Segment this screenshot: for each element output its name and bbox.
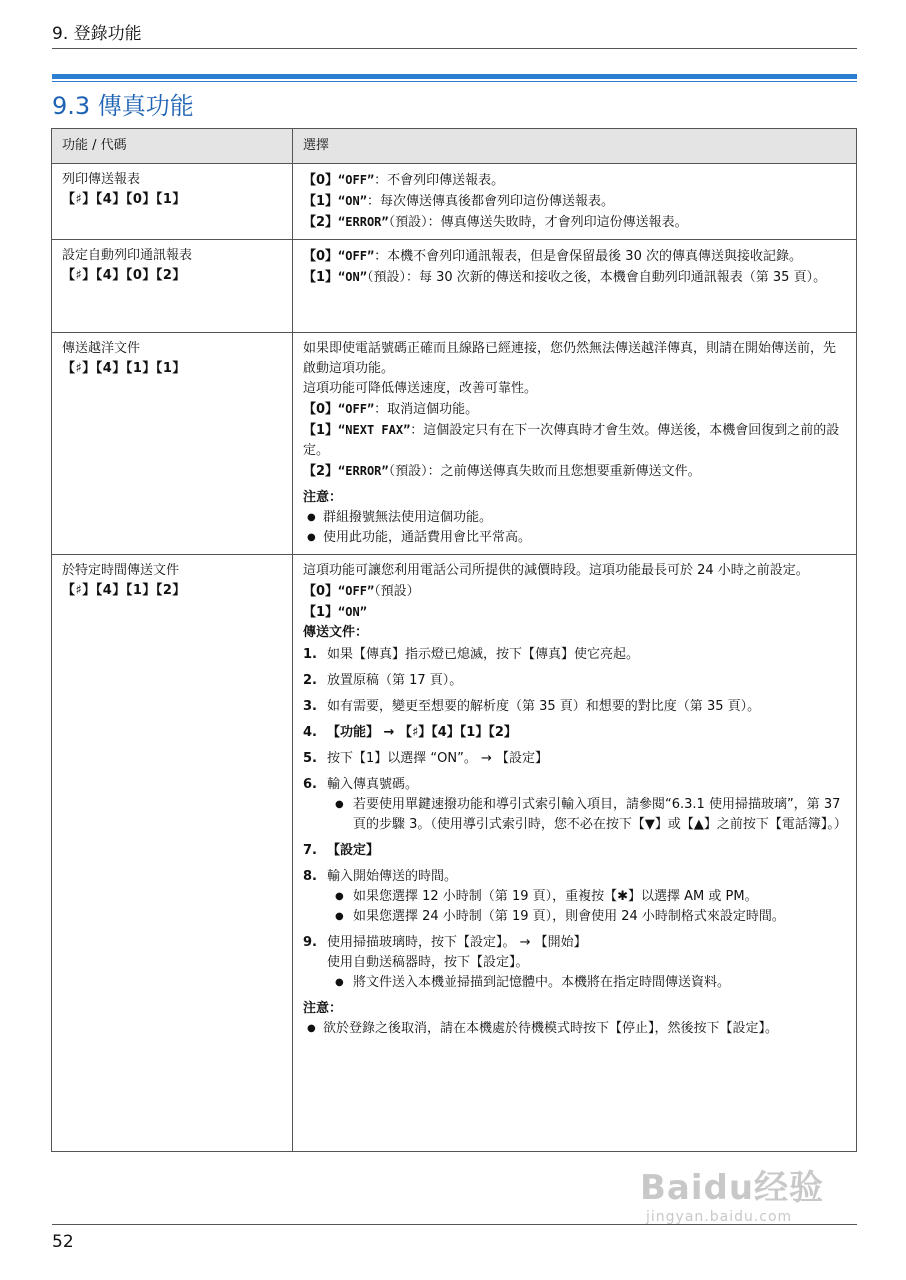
- list-item: ● 將文件送入本機並掃描到記憶體中。本機將在指定時間傳送資料。: [327, 973, 846, 993]
- step-item: 8. 輸入開始傳送的時間。 ● 如果您選擇 12 小時制（第 19 頁），重複按【✱】以選擇 AM 或 PM。 ● 如果您選擇 24 小時制（第 19 頁），則會使用 24 小時制格式來設定時間。: [303, 867, 846, 927]
- table-row: [52, 240, 857, 333]
- step-item: 1. 如果【傳真】指示燈已熄滅，按下【傳真】使它亮起。: [303, 647, 640, 662]
- selection-cell: [293, 164, 857, 240]
- option-line: 【0】“OFF”（預設）: [303, 584, 420, 599]
- function-code: 【♯】【4】【0】【2】: [62, 268, 186, 283]
- watermark: [640, 1160, 860, 1240]
- function-name: 於特定時間傳送文件: [62, 563, 180, 578]
- step-item: 5. 按下【1】以選擇 “ON”。 → 【設定】: [303, 751, 548, 766]
- option-line: 【1】“NEXT FAX”：這個設定只有在下一次傳真時才會生效。傳送後，本機會回復到之前的設定。: [303, 423, 840, 458]
- intro-text: 這項功能可讓您利用電話公司所提供的減價時段。這項功能最長可於 24 小時之前設定。: [303, 563, 809, 578]
- watermark-url: jingyan.baidu.com: [646, 1209, 793, 1225]
- function-name: 設定自動列印通訊報表: [62, 248, 193, 263]
- watermark-logo: Baidu经验: [640, 1168, 825, 1208]
- option-line: 【0】“OFF”：不會列印傳送報表。: [303, 173, 505, 188]
- page-footer-rule: [52, 1224, 857, 1225]
- function-cell: [52, 164, 293, 240]
- step-item: 9. 使用掃描玻璃時，按下【設定】。 → 【開始】 使用自動送稿器時，按下【設定】。 ● 將文件送入本機並掃描到記憶體中。本機將在指定時間傳送資料。: [303, 933, 846, 993]
- option-line: 【2】“ERROR”（預設）：傳真傳送失敗時，才會列印這份傳送報表。: [303, 215, 688, 230]
- section-rule: [52, 74, 857, 79]
- list-item: ● 群組撥號無法使用這個功能。: [303, 508, 846, 528]
- function-code: 【♯】【4】【1】【1】: [62, 361, 186, 376]
- list-item: ● 若要使用單鍵速撥功能和導引式索引輸入項目，請參閱“6.3.1 使用掃描玻璃”，第 37 頁的步驟 3。（使用導引式索引時，您不必在按下【▼】或【▲】之前按下【電話簿】。）: [327, 795, 846, 835]
- section-rule-thin: [52, 81, 857, 82]
- table-row: [52, 555, 857, 1152]
- intro-text: 這項功能可降低傳送速度，改善可靠性。: [303, 381, 538, 396]
- table-row: [52, 164, 857, 240]
- note-title: 注意：: [303, 1001, 343, 1016]
- section-title: 9.3 傳真功能: [52, 92, 194, 120]
- page-header: [52, 22, 857, 49]
- function-name: 列印傳送報表: [62, 172, 141, 187]
- function-cell: [52, 555, 293, 1152]
- step-item: 3. 如有需要，變更至想要的解析度（第 35 頁）和想要的對比度（第 35 頁）。: [303, 699, 761, 714]
- step-bullets: [327, 887, 846, 927]
- function-name: 傳送越洋文件: [62, 341, 141, 356]
- option-line: 【1】“ON”: [303, 605, 367, 620]
- function-code: 【♯】【4】【0】【1】: [62, 192, 186, 207]
- option-line: 【2】“ERROR”（預設）：之前傳送傳真失敗而且您想要重新傳送文件。: [303, 464, 701, 479]
- step-item: 2. 放置原稿（第 17 頁）。: [303, 673, 463, 688]
- step-item: 6. 輸入傳真號碼。 ● 若要使用單鍵速撥功能和導引式索引輸入項目，請參閱“6.3.1 使用掃描玻璃”，第 37 頁的步驟 3。（使用導引式索引時，您不必在按下【▼】或【▲】之前按下【電話簿】。）: [303, 775, 846, 835]
- selection-cell: [293, 555, 857, 1152]
- steps-list: [303, 645, 846, 993]
- option-line: 【0】“OFF”：取消這個功能。: [303, 402, 479, 417]
- list-item: ● 使用此功能，通話費用會比平常高。: [303, 528, 846, 548]
- option-line: 【1】“ON”：每次傳送傳真後都會列印這份傳送報表。: [303, 194, 614, 209]
- function-cell: [52, 333, 293, 555]
- function-code: 【♯】【4】【1】【2】: [62, 583, 186, 598]
- list-item: ● 欲於登錄之後取消，請在本機處於待機模式時按下【停止】，然後按下【設定】。: [303, 1019, 846, 1039]
- list-item: ● 如果您選擇 24 小時制（第 19 頁），則會使用 24 小時制格式來設定時間。: [327, 907, 846, 927]
- selection-cell: [293, 333, 857, 555]
- function-table: [51, 128, 857, 1152]
- step-item: 4. 【功能】 → 【♯】【4】【1】【2】: [303, 725, 517, 740]
- option-line: 【1】“ON”（預設）：每 30 次新的傳送和接收之後，本機會自動列印通訊報表（第 35 頁）。: [303, 270, 827, 285]
- selection-cell: [293, 240, 857, 333]
- step-bullets: [327, 795, 846, 835]
- list-item: ● 如果您選擇 12 小時制（第 19 頁），重複按【✱】以選擇 AM 或 PM。: [327, 887, 846, 907]
- step-item: 7. 【設定】: [303, 843, 380, 858]
- page-number: 52: [52, 1232, 74, 1252]
- step-bullets: [327, 973, 846, 993]
- note-list: [303, 1019, 846, 1039]
- column-header-selection: 選擇: [293, 129, 857, 164]
- table-row: [52, 333, 857, 555]
- intro-text: 如果即使電話號碼正確而且線路已經連接，您仍然無法傳送越洋傳真，則請在開始傳送前，先啟動這項功能。: [303, 341, 837, 376]
- chapter-title: 9. 登錄功能: [52, 24, 142, 44]
- steps-title: 傳送文件：: [303, 625, 369, 640]
- function-cell: [52, 240, 293, 333]
- note-list: [303, 508, 846, 548]
- option-line: 【0】“OFF”：本機不會列印通訊報表，但是會保留最後 30 次的傳真傳送與接收記錄。: [303, 249, 802, 264]
- table-header-row: [52, 129, 857, 164]
- column-header-function: 功能 / 代碼: [52, 129, 293, 164]
- note-title: 注意：: [303, 490, 343, 505]
